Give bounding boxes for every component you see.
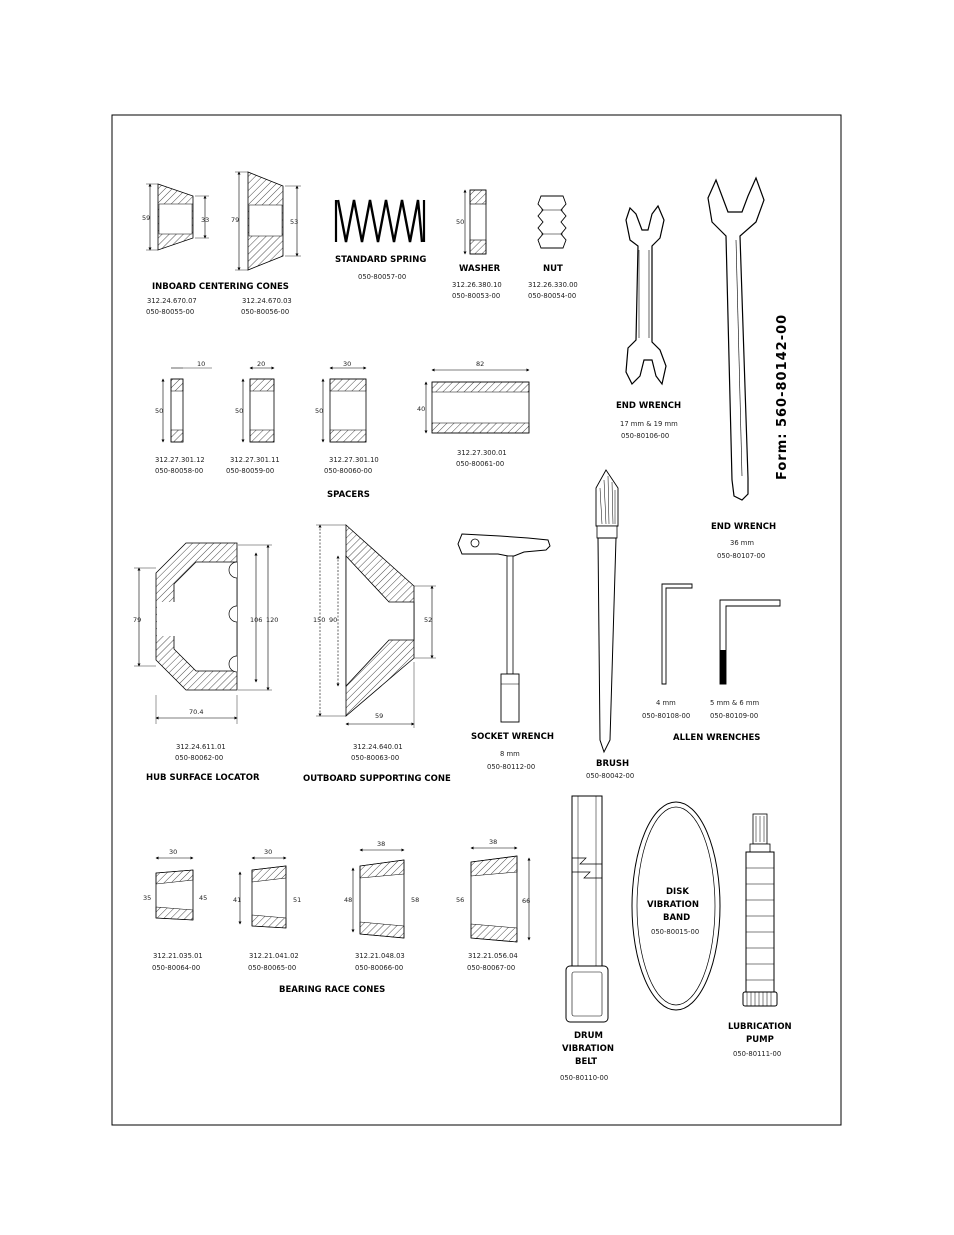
hub-surface-locator-drawing bbox=[133, 543, 278, 724]
washer-label: WASHER bbox=[459, 264, 501, 274]
part-number: 312.27.300.01 bbox=[457, 449, 507, 457]
part-number: 050-80042-00 bbox=[586, 772, 635, 780]
part-number: 050-80055-00 bbox=[146, 308, 195, 316]
socket-wrench-drawing bbox=[458, 534, 550, 722]
socket-wrench-label: SOCKET WRENCH bbox=[471, 732, 554, 742]
dim-label: 48 bbox=[344, 896, 353, 904]
part-number: 050-80053-00 bbox=[452, 292, 501, 300]
dim-label: 50 bbox=[155, 407, 164, 415]
part-number: 312.21.041.02 bbox=[249, 952, 299, 960]
dim-label: 52 bbox=[424, 616, 433, 624]
bearing-race-cone-2 bbox=[233, 848, 301, 972]
part-number: 050-80108-00 bbox=[642, 712, 691, 720]
end-wrench-large-label: END WRENCH bbox=[711, 522, 777, 532]
part-number: 050-80110-00 bbox=[560, 1074, 609, 1082]
dim-label: 58 bbox=[411, 896, 420, 904]
dim-label: 59 bbox=[142, 214, 151, 222]
part-number: 050-80112-00 bbox=[487, 763, 536, 771]
part-number: 312.21.056.04 bbox=[468, 952, 518, 960]
dim-label: 40 bbox=[417, 405, 426, 413]
wrench-size: 5 mm & 6 mm bbox=[710, 699, 760, 707]
inboard-centering-cones-label: INBOARD CENTERING CONES bbox=[152, 282, 289, 292]
dim-label: 53 bbox=[290, 218, 299, 226]
part-number: 312.26.330.00 bbox=[528, 281, 578, 289]
dim-label: 30 bbox=[343, 360, 352, 368]
drum-vibration-belt-label-1: DRUM bbox=[574, 1031, 603, 1041]
dim-label: 82 bbox=[476, 360, 485, 368]
disk-vibration-band-label-3: BAND bbox=[663, 913, 691, 923]
dim-label: 20 bbox=[257, 360, 266, 368]
part-number: 312.24.611.01 bbox=[176, 743, 226, 751]
dim-label: 50 bbox=[235, 407, 244, 415]
part-number: 050-80107-00 bbox=[717, 552, 766, 560]
part-number: 050-80054-00 bbox=[528, 292, 577, 300]
part-number: 312.27.301.10 bbox=[329, 456, 379, 464]
part-number: 050-80015-00 bbox=[651, 928, 700, 936]
lubrication-pump-label-2: PUMP bbox=[746, 1035, 774, 1045]
standard-spring-label: STANDARD SPRING bbox=[335, 255, 427, 265]
part-number: 312.21.035.01 bbox=[153, 952, 203, 960]
inboard-centering-cone-small bbox=[142, 184, 209, 316]
dim-label: 120 bbox=[266, 616, 279, 624]
lubrication-pump-drawing bbox=[743, 814, 777, 1006]
dim-label: 56 bbox=[456, 896, 465, 904]
dim-label: 30 bbox=[264, 848, 273, 856]
part-number: 050-80063-00 bbox=[351, 754, 400, 762]
dim-label: 106 bbox=[250, 616, 263, 624]
part-number: 312.21.048.03 bbox=[355, 952, 405, 960]
dim-label: 66 bbox=[522, 897, 531, 905]
part-number: 050-80059-00 bbox=[226, 467, 275, 475]
dim-label: 150 bbox=[313, 616, 326, 624]
wrench-size: 17 mm & 19 mm bbox=[620, 420, 678, 428]
part-number: 050-80109-00 bbox=[710, 712, 759, 720]
brush-label: BRUSH bbox=[596, 759, 630, 769]
part-number: 050-80067-00 bbox=[467, 964, 516, 972]
allen-wrench-large-drawing bbox=[720, 600, 780, 684]
dim-label: 50 bbox=[456, 218, 465, 226]
dim-label: 90 bbox=[329, 616, 338, 624]
bearing-race-cone-4 bbox=[456, 838, 530, 972]
lubrication-pump-label-1: LUBRICATION bbox=[728, 1022, 792, 1032]
part-number: 050-80065-00 bbox=[248, 964, 297, 972]
dim-label: 45 bbox=[199, 894, 208, 902]
spacer-30 bbox=[315, 360, 379, 475]
part-number: 050-80111-00 bbox=[733, 1050, 782, 1058]
part-number: 312.24.640.01 bbox=[353, 743, 403, 751]
bearing-race-cones-label: BEARING RACE CONES bbox=[279, 985, 386, 995]
part-number: 312.24.670.03 bbox=[242, 297, 292, 305]
standard-spring-drawing bbox=[336, 200, 424, 242]
part-number: 050-80056-00 bbox=[241, 308, 290, 316]
dim-label: 33 bbox=[201, 216, 210, 224]
nut-drawing bbox=[538, 196, 566, 248]
drum-vibration-belt-label-2: VIBRATION bbox=[562, 1044, 614, 1054]
dim-label: 30 bbox=[169, 848, 178, 856]
dim-label: 79 bbox=[231, 216, 240, 224]
spacers-label: SPACERS bbox=[327, 490, 370, 500]
outboard-supporting-cone-label: OUTBOARD SUPPORTING CONE bbox=[303, 774, 451, 784]
part-number: 050-80064-00 bbox=[152, 964, 201, 972]
end-wrench-large-drawing bbox=[708, 178, 764, 500]
part-number: 050-80106-00 bbox=[621, 432, 670, 440]
spacer-10 bbox=[155, 360, 212, 475]
disk-vibration-band-label-1: DISK bbox=[666, 887, 689, 897]
spacer-82 bbox=[417, 360, 529, 468]
dim-label: 70.4 bbox=[189, 708, 204, 716]
part-number: 312.27.301.12 bbox=[155, 456, 205, 464]
bearing-race-cone-1 bbox=[143, 848, 207, 972]
part-number: 312.24.670.07 bbox=[147, 297, 197, 305]
bearing-race-cone-3 bbox=[344, 840, 419, 972]
part-number: 050-80066-00 bbox=[355, 964, 404, 972]
inboard-centering-cone-large bbox=[231, 172, 301, 316]
hub-surface-locator-label: HUB SURFACE LOCATOR bbox=[146, 773, 260, 783]
dim-label: 10 bbox=[197, 360, 206, 368]
part-number: 050-80061-00 bbox=[456, 460, 505, 468]
dim-label: 35 bbox=[143, 894, 152, 902]
dim-label: 50 bbox=[315, 407, 324, 415]
washer-drawing bbox=[456, 190, 486, 254]
brush-drawing bbox=[596, 470, 618, 752]
wrench-size: 8 mm bbox=[500, 750, 520, 758]
wrench-size: 4 mm bbox=[656, 699, 676, 707]
dim-label: 79 bbox=[133, 616, 142, 624]
dim-label: 38 bbox=[377, 840, 386, 848]
wrench-size: 36 mm bbox=[730, 539, 755, 547]
part-number: 050-80058-00 bbox=[155, 467, 204, 475]
drum-vibration-belt-label-3: BELT bbox=[575, 1057, 598, 1067]
part-number: 050-80060-00 bbox=[324, 467, 373, 475]
dim-label: 38 bbox=[489, 838, 498, 846]
dim-label: 41 bbox=[233, 896, 242, 904]
disk-vibration-band-label-2: VIBRATION bbox=[647, 900, 699, 910]
dim-label: 51 bbox=[293, 896, 302, 904]
spacer-20 bbox=[226, 360, 280, 475]
part-number: 050-80062-00 bbox=[175, 754, 224, 762]
part-number: 312.26.380.10 bbox=[452, 281, 502, 289]
nut-label: NUT bbox=[543, 264, 563, 274]
drum-vibration-belt-drawing bbox=[566, 796, 608, 1022]
dim-label: 59 bbox=[375, 712, 384, 720]
allen-wrenches-label: ALLEN WRENCHES bbox=[673, 733, 761, 743]
end-wrench-small-drawing bbox=[626, 206, 666, 384]
end-wrench-small-label: END WRENCH bbox=[616, 401, 682, 411]
part-number: 050-80057-00 bbox=[358, 273, 407, 281]
allen-wrench-small-drawing bbox=[662, 584, 692, 684]
part-number: 312.27.301.11 bbox=[230, 456, 280, 464]
outboard-supporting-cone-drawing bbox=[313, 525, 436, 728]
form-number: Form: 560-80142-00 bbox=[775, 313, 790, 480]
